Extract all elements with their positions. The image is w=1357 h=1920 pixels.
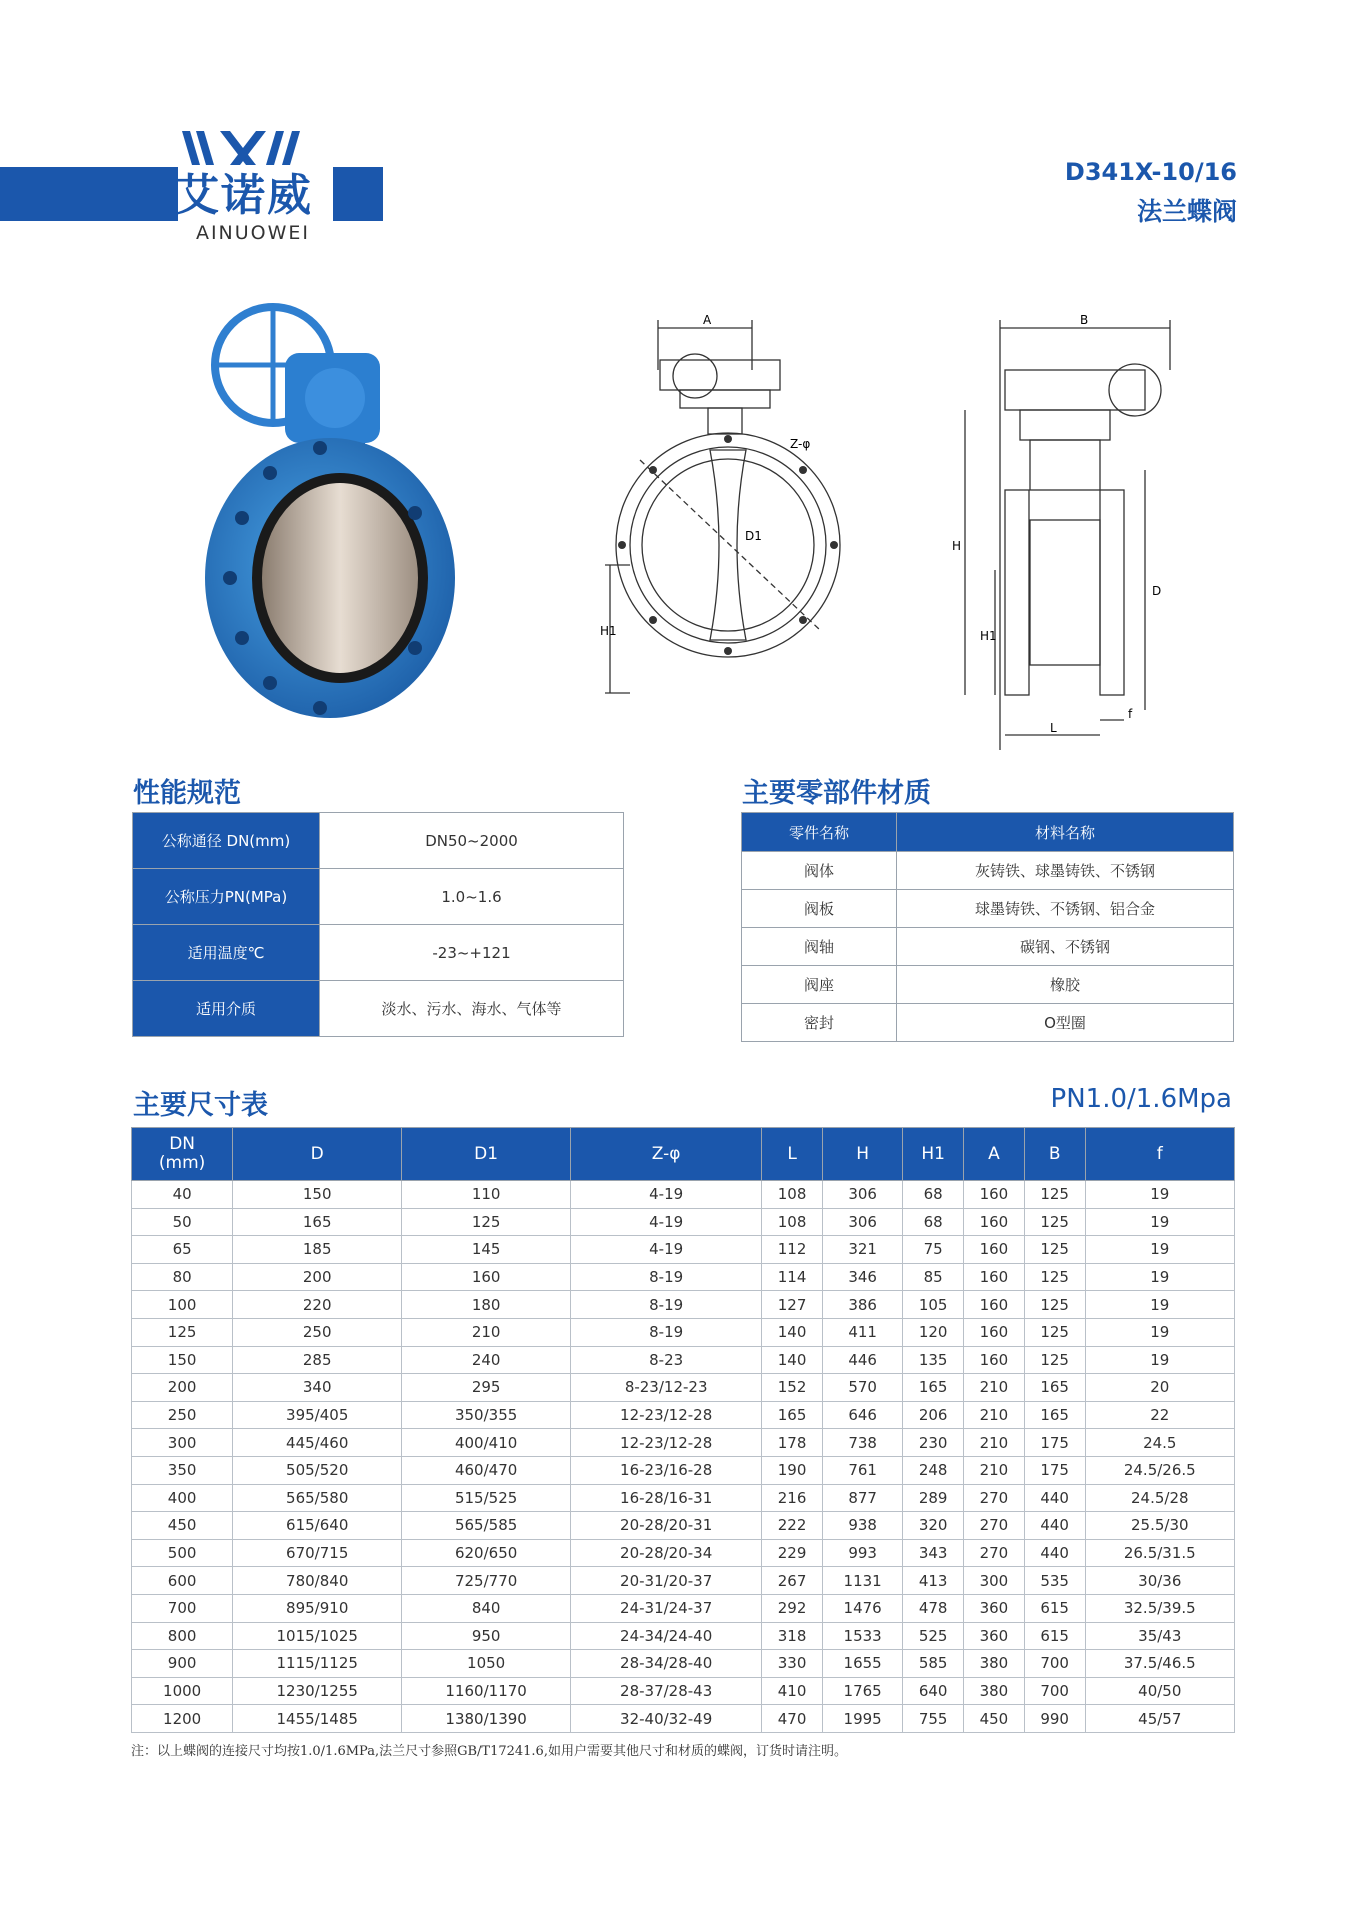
column-header: DN (mm) — [132, 1128, 233, 1181]
table-cell: 8-19 — [571, 1318, 762, 1346]
table-cell: 20-28/20-34 — [571, 1539, 762, 1567]
table-cell: 1476 — [822, 1594, 902, 1622]
table-cell: 700 — [1024, 1677, 1085, 1705]
table-cell: 380 — [964, 1677, 1025, 1705]
table-cell: 289 — [903, 1484, 964, 1512]
spec-key: 公称通径 DN(mm) — [133, 813, 320, 869]
spec-key: 适用温度℃ — [133, 925, 320, 981]
table-cell: 35/43 — [1085, 1622, 1234, 1650]
table-cell: 50 — [132, 1208, 233, 1236]
table-cell: 45/57 — [1085, 1705, 1234, 1733]
front-view-drawing — [600, 310, 870, 710]
material-name: 橡胶 — [897, 966, 1234, 1004]
table-cell: 1015/1025 — [233, 1622, 402, 1650]
table-cell: 230 — [903, 1429, 964, 1457]
table-cell: 206 — [903, 1401, 964, 1429]
table-cell: 20 — [1085, 1374, 1234, 1402]
table-cell: 250 — [132, 1401, 233, 1429]
table-cell: 200 — [132, 1374, 233, 1402]
table-row — [132, 1512, 1235, 1540]
table-cell: 65 — [132, 1236, 233, 1264]
material-name: 碳钢、不锈钢 — [897, 928, 1234, 966]
table-cell: 160 — [964, 1346, 1025, 1374]
table-cell: 500 — [132, 1539, 233, 1567]
table-cell: 32-40/32-49 — [571, 1705, 762, 1733]
table-cell: 450 — [132, 1512, 233, 1540]
table-row — [132, 1401, 1235, 1429]
table-cell: 19 — [1085, 1291, 1234, 1319]
table-row — [132, 1236, 1235, 1264]
column-header: H — [822, 1128, 902, 1181]
table-cell: 175 — [1024, 1456, 1085, 1484]
table-cell: 25.5/30 — [1085, 1512, 1234, 1540]
model-name: 法兰蝶阀 — [1136, 197, 1237, 226]
table-cell: 1230/1255 — [233, 1677, 402, 1705]
dim-label-h1-front: H1 — [600, 624, 617, 638]
table-cell: 30/36 — [1085, 1567, 1234, 1595]
table-cell: 565/585 — [402, 1512, 571, 1540]
column-header: L — [762, 1128, 823, 1181]
table-cell: 160 — [964, 1236, 1025, 1264]
table-cell: 950 — [402, 1622, 571, 1650]
brand-name-en: AINUOWEI — [195, 222, 311, 244]
table-cell: 75 — [903, 1236, 964, 1264]
table-cell: 460/470 — [402, 1456, 571, 1484]
pressure-label: PN1.0/1.6Mpa — [1050, 1084, 1232, 1114]
table-cell: 210 — [402, 1318, 571, 1346]
table-cell: 32.5/39.5 — [1085, 1594, 1234, 1622]
table-cell: 12-23/12-28 — [571, 1401, 762, 1429]
table-cell: 410 — [762, 1677, 823, 1705]
spec-key: 公称压力PN(MPa) — [133, 869, 320, 925]
table-cell: 267 — [762, 1567, 823, 1595]
table-cell: 160 — [964, 1318, 1025, 1346]
table-cell: 125 — [1024, 1263, 1085, 1291]
table-cell: 1131 — [822, 1567, 902, 1595]
table-cell: 190 — [762, 1456, 823, 1484]
table-cell: 125 — [1024, 1346, 1085, 1374]
part-name: 阀轴 — [742, 928, 897, 966]
table-cell: 615 — [1024, 1594, 1085, 1622]
column-header: A — [964, 1128, 1025, 1181]
spec-key: 适用介质 — [133, 981, 320, 1037]
table-cell: 615 — [1024, 1622, 1085, 1650]
table-cell: 220 — [233, 1291, 402, 1319]
table-cell: 165 — [1024, 1401, 1085, 1429]
table-cell: 990 — [1024, 1705, 1085, 1733]
table-cell: 300 — [964, 1567, 1025, 1595]
table-cell: 800 — [132, 1622, 233, 1650]
spec-value: 1.0~1.6 — [320, 869, 624, 925]
table-cell: 200 — [233, 1263, 402, 1291]
material-name: O型圈 — [897, 1004, 1234, 1042]
table-row — [742, 928, 1234, 966]
table-cell: 440 — [1024, 1484, 1085, 1512]
column-header: D1 — [402, 1128, 571, 1181]
table-cell: 20-31/20-37 — [571, 1567, 762, 1595]
table-row — [133, 925, 624, 981]
table-cell: 761 — [822, 1456, 902, 1484]
table-cell: 900 — [132, 1650, 233, 1678]
table-cell: 125 — [1024, 1208, 1085, 1236]
table-cell: 270 — [964, 1539, 1025, 1567]
table-cell: 165 — [1024, 1374, 1085, 1402]
table-cell: 19 — [1085, 1181, 1234, 1209]
dimensions-table — [131, 1127, 1235, 1733]
table-row — [132, 1539, 1235, 1567]
table-cell: 125 — [132, 1318, 233, 1346]
table-row — [132, 1291, 1235, 1319]
materials-title: 主要零部件材质 — [742, 778, 931, 809]
table-cell: 877 — [822, 1484, 902, 1512]
table-cell: 360 — [964, 1594, 1025, 1622]
dim-label-z: Z-φ — [790, 437, 811, 451]
table-cell: 440 — [1024, 1512, 1085, 1540]
table-cell: 165 — [903, 1374, 964, 1402]
table-cell: 350/355 — [402, 1401, 571, 1429]
table-cell: 135 — [903, 1346, 964, 1374]
table-row — [132, 1456, 1235, 1484]
table-cell: 165 — [233, 1208, 402, 1236]
table-cell: 152 — [762, 1374, 823, 1402]
table-cell: 295 — [402, 1374, 571, 1402]
table-row — [132, 1263, 1235, 1291]
table-cell: 105 — [903, 1291, 964, 1319]
table-cell: 16-28/16-31 — [571, 1484, 762, 1512]
table-cell: 350 — [132, 1456, 233, 1484]
table-cell: 4-19 — [571, 1181, 762, 1209]
table-cell: 840 — [402, 1594, 571, 1622]
materials-table — [741, 812, 1234, 1042]
table-cell: 125 — [1024, 1236, 1085, 1264]
table-row — [133, 981, 624, 1037]
table-cell: 270 — [964, 1484, 1025, 1512]
table-cell: 24.5/28 — [1085, 1484, 1234, 1512]
table-cell: 270 — [964, 1512, 1025, 1540]
table-cell: 1380/1390 — [402, 1705, 571, 1733]
table-cell: 125 — [1024, 1318, 1085, 1346]
table-cell: 20-28/20-31 — [571, 1512, 762, 1540]
table-cell: 19 — [1085, 1208, 1234, 1236]
table-cell: 160 — [964, 1291, 1025, 1319]
table-row — [742, 966, 1234, 1004]
table-cell: 755 — [903, 1705, 964, 1733]
table-row — [742, 1004, 1234, 1042]
dim-label-h: H — [952, 539, 962, 553]
table-cell: 895/910 — [233, 1594, 402, 1622]
table-cell: 585 — [903, 1650, 964, 1678]
table-cell: 938 — [822, 1512, 902, 1540]
table-cell: 413 — [903, 1567, 964, 1595]
table-header-row — [742, 813, 1234, 852]
table-cell: 150 — [132, 1346, 233, 1374]
table-cell: 646 — [822, 1401, 902, 1429]
table-row — [132, 1622, 1235, 1650]
table-cell: 570 — [822, 1374, 902, 1402]
table-cell: 780/840 — [233, 1567, 402, 1595]
spec-value: 淡水、污水、海水、气体等 — [320, 981, 624, 1037]
table-cell: 28-34/28-40 — [571, 1650, 762, 1678]
table-row — [132, 1484, 1235, 1512]
spec-value: DN50~2000 — [320, 813, 624, 869]
table-cell: 1115/1125 — [233, 1650, 402, 1678]
table-cell: 615/640 — [233, 1512, 402, 1540]
table-cell: 411 — [822, 1318, 902, 1346]
table-cell: 12-23/12-28 — [571, 1429, 762, 1457]
table-cell: 68 — [903, 1181, 964, 1209]
dim-label-h1-side: H1 — [980, 629, 997, 643]
table-cell: 535 — [1024, 1567, 1085, 1595]
table-cell: 150 — [233, 1181, 402, 1209]
performance-title: 性能规范 — [133, 778, 241, 809]
brand-name-cn: 艾诺威 — [175, 170, 313, 221]
table-cell: 340 — [233, 1374, 402, 1402]
dim-label-a: A — [703, 313, 712, 327]
table-cell: 318 — [762, 1622, 823, 1650]
table-cell: 346 — [822, 1263, 902, 1291]
column-header: B — [1024, 1128, 1085, 1181]
table-cell: 320 — [903, 1512, 964, 1540]
table-row — [132, 1677, 1235, 1705]
table-cell: 738 — [822, 1429, 902, 1457]
dim-label-l: L — [1050, 721, 1057, 735]
table-cell: 165 — [762, 1401, 823, 1429]
table-cell: 1160/1170 — [402, 1677, 571, 1705]
table-cell: 386 — [822, 1291, 902, 1319]
table-cell: 125 — [1024, 1181, 1085, 1209]
table-cell: 1000 — [132, 1677, 233, 1705]
table-cell: 1050 — [402, 1650, 571, 1678]
table-cell: 478 — [903, 1594, 964, 1622]
table-cell: 210 — [964, 1456, 1025, 1484]
table-cell: 40 — [132, 1181, 233, 1209]
table-row — [132, 1374, 1235, 1402]
table-cell: 160 — [964, 1208, 1025, 1236]
table-cell: 306 — [822, 1208, 902, 1236]
table-cell: 8-23 — [571, 1346, 762, 1374]
table-cell: 160 — [964, 1263, 1025, 1291]
table-row — [133, 869, 624, 925]
side-view-drawing — [900, 310, 1180, 750]
table-cell: 400 — [132, 1484, 233, 1512]
table-row — [742, 890, 1234, 928]
table-cell: 125 — [1024, 1291, 1085, 1319]
table-row — [132, 1705, 1235, 1733]
table-cell: 16-23/16-28 — [571, 1456, 762, 1484]
table-cell: 8-23/12-23 — [571, 1374, 762, 1402]
dim-label-b: B — [1080, 313, 1089, 327]
table-cell: 395/405 — [233, 1401, 402, 1429]
table-cell: 700 — [132, 1594, 233, 1622]
column-header: D — [233, 1128, 402, 1181]
table-cell: 175 — [1024, 1429, 1085, 1457]
table-cell: 108 — [762, 1181, 823, 1209]
table-cell: 505/520 — [233, 1456, 402, 1484]
table-cell: 22 — [1085, 1401, 1234, 1429]
part-name: 阀体 — [742, 852, 897, 890]
table-cell: 85 — [903, 1263, 964, 1291]
table-cell: 24.5 — [1085, 1429, 1234, 1457]
column-header: 材料名称 — [897, 813, 1234, 852]
table-row — [132, 1318, 1235, 1346]
table-cell: 300 — [132, 1429, 233, 1457]
logo-icon — [180, 127, 310, 169]
product-photo — [190, 283, 480, 723]
table-cell: 440 — [1024, 1539, 1085, 1567]
table-row — [132, 1594, 1235, 1622]
part-name: 密封 — [742, 1004, 897, 1042]
table-cell: 360 — [964, 1622, 1025, 1650]
table-cell: 210 — [964, 1401, 1025, 1429]
table-cell: 8-19 — [571, 1263, 762, 1291]
table-cell: 19 — [1085, 1346, 1234, 1374]
table-cell: 185 — [233, 1236, 402, 1264]
table-cell: 26.5/31.5 — [1085, 1539, 1234, 1567]
table-cell: 68 — [903, 1208, 964, 1236]
dimensions-title: 主要尺寸表 — [133, 1090, 268, 1121]
table-row — [132, 1208, 1235, 1236]
table-cell: 525 — [903, 1622, 964, 1650]
dim-label-d1: D1 — [745, 529, 762, 543]
table-cell: 250 — [233, 1318, 402, 1346]
table-cell: 450 — [964, 1705, 1025, 1733]
table-cell: 1655 — [822, 1650, 902, 1678]
table-cell: 100 — [132, 1291, 233, 1319]
table-cell: 1995 — [822, 1705, 902, 1733]
table-cell: 400/410 — [402, 1429, 571, 1457]
table-cell: 24.5/26.5 — [1085, 1456, 1234, 1484]
table-cell: 8-19 — [571, 1291, 762, 1319]
table-cell: 140 — [762, 1318, 823, 1346]
column-header: 零件名称 — [742, 813, 897, 852]
table-cell: 210 — [964, 1429, 1025, 1457]
table-cell: 306 — [822, 1181, 902, 1209]
table-row — [132, 1181, 1235, 1209]
table-row — [132, 1346, 1235, 1374]
footnote: 注：以上蝶阀的连接尺寸均按1.0/1.6MPa,法兰尺寸参照GB/T17241.6,如用户需要其他尺寸和材质的蝶阀，订货时请注明。 — [131, 1744, 847, 1759]
table-row — [742, 852, 1234, 890]
table-cell: 725/770 — [402, 1567, 571, 1595]
table-cell: 120 — [903, 1318, 964, 1346]
table-cell: 248 — [903, 1456, 964, 1484]
table-cell: 4-19 — [571, 1236, 762, 1264]
table-cell: 620/650 — [402, 1539, 571, 1567]
table-cell: 700 — [1024, 1650, 1085, 1678]
table-row — [132, 1429, 1235, 1457]
table-cell: 285 — [233, 1346, 402, 1374]
table-cell: 125 — [402, 1208, 571, 1236]
table-cell: 993 — [822, 1539, 902, 1567]
table-cell: 1533 — [822, 1622, 902, 1650]
column-header: H1 — [903, 1128, 964, 1181]
table-cell: 24-31/24-37 — [571, 1594, 762, 1622]
table-cell: 330 — [762, 1650, 823, 1678]
table-row — [132, 1650, 1235, 1678]
table-cell: 112 — [762, 1236, 823, 1264]
table-cell: 445/460 — [233, 1429, 402, 1457]
table-cell: 178 — [762, 1429, 823, 1457]
table-cell: 600 — [132, 1567, 233, 1595]
dim-label-d: D — [1152, 584, 1162, 598]
model-code: D341X-10/16 — [1064, 158, 1237, 186]
table-cell: 670/715 — [233, 1539, 402, 1567]
table-cell: 24-34/24-40 — [571, 1622, 762, 1650]
table-cell: 110 — [402, 1181, 571, 1209]
table-cell: 4-19 — [571, 1208, 762, 1236]
dim-label-f: f — [1128, 707, 1133, 721]
table-cell: 37.5/46.5 — [1085, 1650, 1234, 1678]
table-cell: 321 — [822, 1236, 902, 1264]
table-cell: 1455/1485 — [233, 1705, 402, 1733]
material-name: 球墨铸铁、不锈钢、铝合金 — [897, 890, 1234, 928]
table-cell: 114 — [762, 1263, 823, 1291]
table-cell: 216 — [762, 1484, 823, 1512]
table-cell: 240 — [402, 1346, 571, 1374]
table-cell: 19 — [1085, 1318, 1234, 1346]
table-cell: 380 — [964, 1650, 1025, 1678]
material-name: 灰铸铁、球墨铸铁、不锈钢 — [897, 852, 1234, 890]
table-cell: 222 — [762, 1512, 823, 1540]
header-bar-right — [333, 167, 383, 221]
table-cell: 1765 — [822, 1677, 902, 1705]
table-row — [133, 813, 624, 869]
table-cell: 127 — [762, 1291, 823, 1319]
table-cell: 145 — [402, 1236, 571, 1264]
table-cell: 565/580 — [233, 1484, 402, 1512]
table-cell: 180 — [402, 1291, 571, 1319]
spec-value: -23~+121 — [320, 925, 624, 981]
table-cell: 470 — [762, 1705, 823, 1733]
table-cell: 210 — [964, 1374, 1025, 1402]
table-cell: 292 — [762, 1594, 823, 1622]
table-cell: 80 — [132, 1263, 233, 1291]
header-bar-left — [0, 167, 178, 221]
table-row — [132, 1567, 1235, 1595]
table-cell: 160 — [964, 1181, 1025, 1209]
table-cell: 1200 — [132, 1705, 233, 1733]
table-cell: 343 — [903, 1539, 964, 1567]
table-cell: 28-37/28-43 — [571, 1677, 762, 1705]
table-cell: 160 — [402, 1263, 571, 1291]
part-name: 阀座 — [742, 966, 897, 1004]
table-cell: 515/525 — [402, 1484, 571, 1512]
table-header-row — [132, 1128, 1235, 1181]
column-header: f — [1085, 1128, 1234, 1181]
table-cell: 108 — [762, 1208, 823, 1236]
table-cell: 229 — [762, 1539, 823, 1567]
table-cell: 446 — [822, 1346, 902, 1374]
table-cell: 140 — [762, 1346, 823, 1374]
table-cell: 40/50 — [1085, 1677, 1234, 1705]
performance-table — [132, 812, 624, 1037]
table-cell: 19 — [1085, 1236, 1234, 1264]
table-cell: 640 — [903, 1677, 964, 1705]
part-name: 阀板 — [742, 890, 897, 928]
table-cell: 19 — [1085, 1263, 1234, 1291]
column-header: Z-φ — [571, 1128, 762, 1181]
